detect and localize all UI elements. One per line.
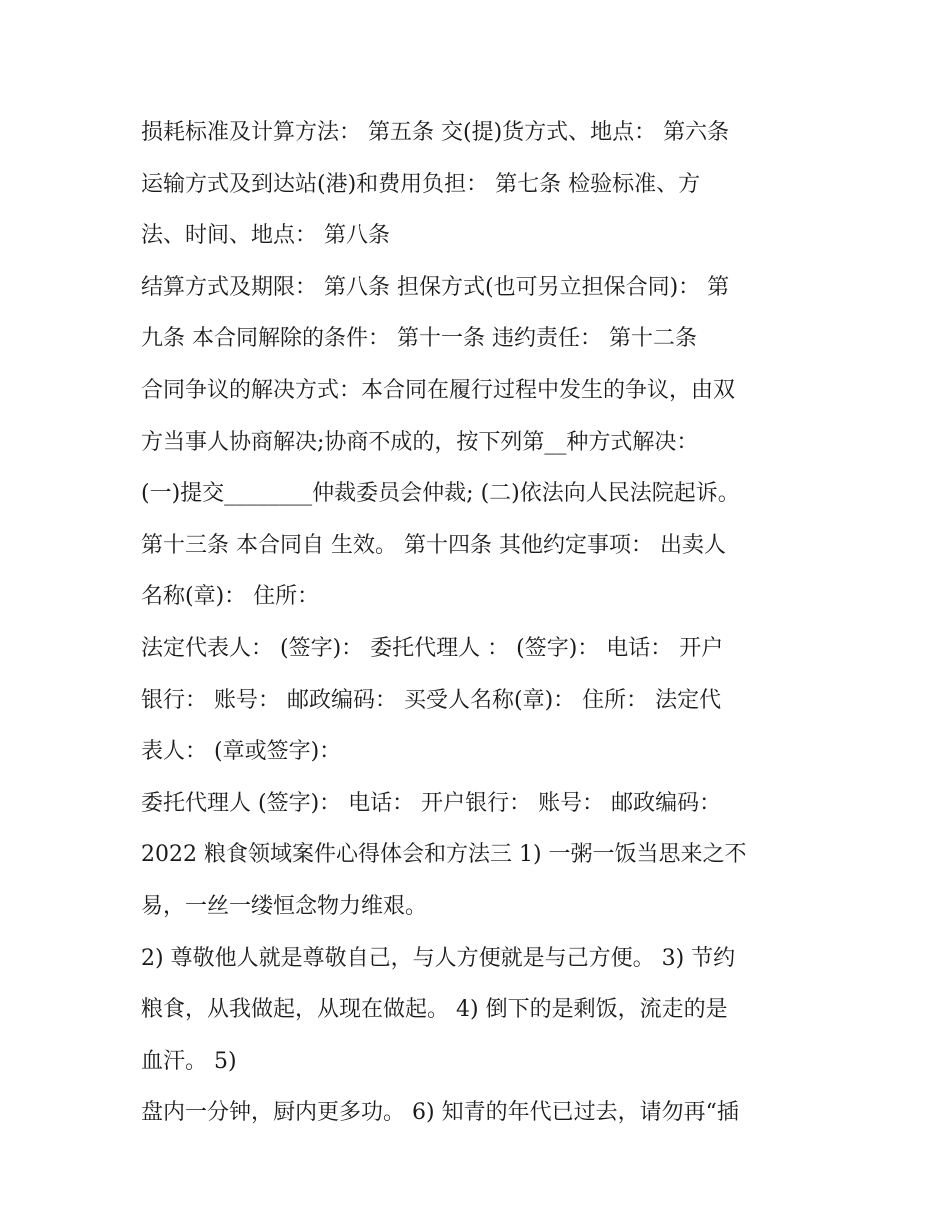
text-line: 法、时间、地点： 第八条 xyxy=(141,223,390,249)
text-line: 2) 尊敬他人就是尊敬自己，与人方便就是与己方便。 3) 节约 xyxy=(141,945,736,971)
text-line: 粮食，从我做起，从现在做起。 4) 倒下的是剩饭，流走的是 xyxy=(141,997,728,1023)
text-line: 盘内一分钟，厨内更多功。 6) 知青的年代已过去，请勿再“插 xyxy=(141,1100,739,1126)
text-line: 损耗标准及计算方法： 第五条 交(提)货方式、地点： 第六条 xyxy=(141,120,730,145)
text-line: 合同争议的解决方式：本合同在履行过程中发生的争议，由双 xyxy=(141,377,736,403)
text-line: 法定代表人： (签字)： 委托代理人 ： (签字)： 电话： 开户 xyxy=(141,635,724,661)
text-line: 名称(章)： 住所： xyxy=(141,584,320,610)
text-line: 表人： (章或签字)： xyxy=(141,739,342,765)
text-line: 2022 粮食领域案件心得体会和方法三 1) 一粥一饭当思来之不 xyxy=(141,842,747,868)
document-body xyxy=(141,107,821,1139)
text-line: 银行： 账号： 邮政编码： 买受人名称(章)： 住所： 法定代 xyxy=(141,687,722,713)
text-line: 第十三条 本合同自 生效。 第十四条 其他约定事项： 出卖人 xyxy=(141,532,726,558)
text-line: 委托代理人 (签字)： 电话： 开户银行： 账号： 邮政编码： xyxy=(141,790,722,816)
text-line: 易，一丝一缕恒念物力维艰。 xyxy=(141,893,428,919)
text-line: 运输方式及到达站(港)和费用负担： 第七条 检验标准、方 xyxy=(141,171,701,197)
text-line: 结算方式及期限： 第八条 担保方式(也可另立担保合同)： 第 xyxy=(141,274,730,300)
text-line: (一)提交________仲裁委员会仲裁; (二)依法向人民法院起诉。 xyxy=(141,481,740,507)
text-line: 九条 本合同解除的条件： 第十一条 违约责任： 第十二条 xyxy=(141,326,697,352)
text-line: 方当事人协商解决;协商不成的，按下列第__种方式解决： xyxy=(141,429,699,455)
text-line: 血汗。 5) xyxy=(141,1048,237,1074)
